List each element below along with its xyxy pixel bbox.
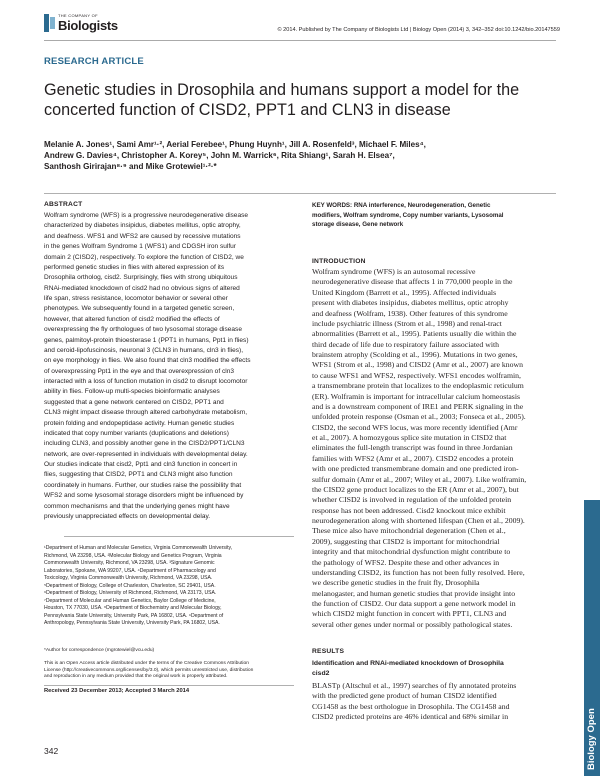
introduction-heading: INTRODUCTION [312,258,366,265]
introduction-line: brainstem atrophy (Scolding et al., 1996). Mutations in two genes, [312,350,518,359]
introduction-line: abnormalities (Barrett et al., 1995). Patients usually die within the [312,329,517,339]
affiliation-line: Laboratories, Spokane, WA 99207, USA. ⁴Department of Pharmacology and [44,567,216,574]
abstract-line: performed genetic studies in flies with altered expression of its [44,263,225,271]
keywords [312,201,558,230]
abstract-line: and deafness. WFS1 and WFS2 are caused by recessive mutations [44,232,241,240]
abstract-line: genes, palmitoyl-protein thioesterase 1 (PPT1 in humans, Ppt1 in flies) [44,336,249,344]
received-divider [44,685,294,686]
affiliation-line: ¹Department of Human and Molecular Genetics, Virginia Commonwealth University, [44,545,233,551]
journal-side-label: Biology Open [586,708,597,770]
author-list [44,139,559,173]
introduction-line: melanogaster, and human genetic studies that provide insight into [312,588,516,598]
keywords-line: KEY WORDS: RNA interference, Neurodegeneration, Genetic [312,202,491,209]
abstract-line: WFS2 and some lysosomal storage disorders might be influenced by [44,492,244,500]
abstract-line: Drosophila ortholog, cisd2. Surprisingly, flies with strong ubiquitous [44,274,238,282]
publisher-logo-mark-icon [44,14,56,32]
results-body [312,681,558,723]
abstract-line: of overexpressing Ppt1 in the eye and that overexpression of cln3 [44,367,234,375]
introduction-line: several other genes under normal or possibly pathological states. [312,619,513,629]
introduction-line: the function of CISD2. Our data support a gene network model in [312,599,516,608]
abstract-line: Wolfram syndrome (WFS) is a progressive neurodegenerative disease [44,212,249,219]
introduction-line: a transmembrane protein that localizes to the endoplasmic reticulum [312,381,524,391]
introduction-line: unfolded protein response (Osman et al., 2003; Fonseca et al., 2005). [312,412,526,422]
abstract-line: ability in flies. Follow-up multi-species bioinformatic analyses [44,388,220,396]
introduction-line: et al., 2007). A homozygous splice site mutation in CISD2 that [312,433,507,442]
introduction-line: whether CISD2 is involved in regulation of the unfolded protein [312,495,512,505]
introduction-line: and deafness (Wolfram, 1938). Other features of this syndrome [312,308,508,318]
introduction-line: we describe genetic studies in the fruit fly, Drosophila [312,578,480,588]
introduction-line: to cause WFS1 and WFS2, respectively. WFS1 encodes wolframin, [312,370,521,380]
affiliation-line: Commonwealth University, Richmond, VA 23298, USA. ³Signature Genomic [44,560,215,566]
abstract-line: characterized by diabetes insipidus, diabetes mellitus, optic atrophy, [44,222,241,230]
affiliation-line: Richmond, VA 23298, USA. ²Molecular Biology and Genetics Program, Virginia [44,552,222,559]
abstract-line: RNAi-mediated knockdown of cisd2 had no obvious signs of altered [44,284,240,292]
introduction-line: understanding CISD2, its function has not been fully resolved. Here, [312,567,525,577]
introduction-line: CISD2, the second WFS locus, was more recently identified (Amr [312,422,518,432]
title-line-1: Genetic studies in Drosophila and humans support a model for the [44,81,520,99]
page-number: 342 [44,746,59,756]
introduction-line: response has not been addressed. Cisd2 knockout mice exhibit [312,505,506,515]
results-line: CISD2 predicted proteins are 46% identical and 68% similar in [312,712,509,722]
publisher-logo [44,10,136,40]
affiliation-line: ⁶Department of Biology, University of Richmond, Richmond, VA 23173, USA. [44,590,217,596]
affiliation-line: Houston, TX 77030, USA. ⁸Department of Biochemistry and Molecular Biology, [44,605,222,611]
correspondence-note: *Author for correspondence (mgrotewiel@vcu.edu) [44,648,155,653]
license-line: and reproduction in any medium provided that the original work is properly attributed. [44,674,228,680]
header-divider [44,40,556,41]
abstract-line: and ceroid-lipofuscinosis, neuronal 3 (CLN3 in humans, cln3 in flies), [44,346,244,354]
abstract-line: interacted with a loss of function mutation in cisd2 to disrupt locomotor [44,378,248,385]
introduction-line: integrity and that mitochondrial dysfunction might contribute to [312,547,511,557]
introduction-line: which CISD2 might function in concert with PPT1, CLN3 and [312,609,507,619]
authors-line-2: Andrew G. Davies⁴, Christopher A. Korey⁵, John M. Warrick⁶, Rita Shiang¹, Sarah H. Elsea⁷, [44,151,395,161]
introduction-line: neurodegenerative disease that affects 1 in 770,000 people in the [312,277,513,287]
abstract-line: CLN3 might impact disease through altered carbohydrate metabolism, [44,409,248,417]
affiliation-line: Pennsylvania State University, University Park, PA 16802, USA. ⁹Department of [44,612,224,619]
abstract-line: however, that altered function of cisd2 modified the effects of [44,315,220,323]
abstract-line: coordinately in humans. Further, our studies raise the possibility that [44,481,242,489]
introduction-line: (ER). Wolframin is important for intracellular calcium homeostasis [312,391,520,401]
results-subheading-line-2: cisd2 [312,669,330,677]
citation-line: © 2014. Published by The Company of Biologists Ltd | Biology Open (2014) 3, 342–352 doi:10.1242/bio.20147559 [277,27,560,33]
section-divider [44,193,556,194]
introduction-line: United Kingdom (Barrett et al., 1995). Affected individuals [312,287,497,297]
abstract-line: flies, suggesting that CISD2, PPT1 and CLN3 might also function [44,471,233,479]
abstract-line: life span, stress resistance, locomotor behavior or several other [44,295,228,302]
abstract-line: previously unappreciated effects on developmental delay. [44,512,211,520]
introduction-line: These mice also have mitochondrial degeneration (Chen et al., [312,526,506,536]
affiliation-line: ⁵Department of Biology, College of Charleston, Charleston, SC 29401, USA. [44,582,216,589]
abstract-line: on eye morphology in flies. We also found that cln3 modified the effects [44,357,251,365]
affiliation-divider [64,536,294,537]
affiliation-line: Toxicology, Virginia Commonwealth University, Richmond, VA 23298, USA. [44,575,213,581]
introduction-line: families with WFS2 (Amr et al., 2007). CISD2 encodes a protein [312,453,514,463]
keywords-line: storage disease, Gene network [312,221,404,228]
title-line-2: concerted function of CISD2, PPT1 and CLN3 in disease [44,101,451,119]
results-line: BLASTp (Altschul et al., 1997) searches of fly annotated proteins [312,681,517,690]
introduction-line: third decade of life due to respiratory failure associated with [312,339,500,349]
introduction-line: include psychiatric illness (Strom et al., 1998) and renal-tract [312,318,502,328]
logo-main-text: Biologists [58,18,118,33]
results-subheading-line-1: Identification and RNAi-mediated knockdown of Drosophila [312,660,504,667]
license-line: This is an Open Access article distributed under the terms of the Creative Commons Attribution [44,661,249,666]
logo-small-text: THE COMPANY OF [58,13,98,18]
abstract-line: domain 2 (CISD2), respectively. To explore the function of CISD2, we [44,253,244,261]
keywords-line: modifiers, Wolfram syndrome, Copy number variants, Lysosomal [312,211,504,219]
abstract-heading: ABSTRACT [44,201,83,208]
introduction-line: WFS1 (Strom et al., 1998) and CISD2 (Amr et al., 2007) are known [312,360,523,370]
authors-line-1: Melanie A. Jones¹, Sami Amr¹·², Aerial Ferebee¹, Phung Huynh¹, Jill A. Rosenfeld³, Michael F. Miles⁴, [44,140,426,149]
abstract-line: overexpressing the fly orthologues of two lysosomal storage disease [44,326,242,334]
abstract-line: suggested that a gene network centered on CISD2, PPT1 and [44,398,224,406]
introduction-line: sulfur domain (Amr et al., 2007; Wiley et al., 2007). Like wolframin, [312,474,527,484]
abstract-line: protein folding and endopeptidase activity. Human genetic studies [44,419,235,427]
abstract-body [44,211,294,522]
article-type: RESEARCH ARTICLE [44,56,144,67]
affiliation-line: Anthropology, Pennsylvania State University, University Park, PA 16802, USA. [44,620,220,626]
authors-line-3: Santhosh Girirajan⁸·⁹ and Mike Grotewiel¹·²·* [44,162,217,172]
affiliation-line: ⁷Department of Molecular and Human Genetics, Baylor College of Medicine, [44,597,216,604]
introduction-line: present with diabetes insipidus, diabetes mellitus, optic atrophy [312,298,509,308]
introduction-line: the pathology of WFS2. Despite these and other advances in [312,557,500,567]
introduction-line: and is a downstream component of IRE1 and PERK signaling in the [312,401,524,411]
introduction-line: the CISD2 gene product localizes to the ER (Amr et al., 2007), but [312,484,519,494]
introduction-body [312,267,558,630]
abstract-line: in the genes Wolfram Syndrome 1 (WFS1) and CDGSH iron sulfur [44,243,236,251]
results-line: CG1458 as the best orthologue in Drosophila. The CG1458 and [312,701,510,711]
results-subheading [312,659,558,679]
results-line: with the predicted gene product of human CISD2 identified [312,691,497,701]
introduction-line: Wolfram syndrome (WFS) is an autosomal recessive [312,267,476,276]
results-heading: RESULTS [312,648,345,655]
abstract-line: network, are over-represented in individuals with developmental delay. [44,450,248,458]
received-dates: Received 23 December 2013; Accepted 3 March 2014 [44,688,190,694]
abstract-line: phenotypes. We subsequently found in a targeted genetic screen, [44,305,235,313]
introduction-line: with one predicted transmembrane domain and one predicted iron- [312,464,519,474]
license-note [44,661,294,681]
abstract-line: Our studies indicate that cisd2, Ppt1 and cln3 function in concert in [44,461,238,468]
introduction-line: neurodegeneration along with shortened lifespan (Chen et al., 2009). [312,516,525,525]
introduction-line: 2009), suggesting that CISD2 is important for mitochondrial [312,536,500,546]
introduction-line: eliminates the full-length transcript was found in three Jordanian [312,443,513,453]
license-line: License (http://creativecommons.org/licenses/by/3.0), which permits unrestricted use, distribution [44,667,254,673]
article-title [44,80,559,120]
affiliations [44,545,294,628]
abstract-line: common mechanisms and that the underlying genes might have [44,502,230,510]
abstract-line: including CLN3, and possibly another gene in the CISD2/PPT1/CLN3 [44,440,245,448]
abstract-line: indicated that copy number variants (duplications and deletions) [44,429,229,437]
